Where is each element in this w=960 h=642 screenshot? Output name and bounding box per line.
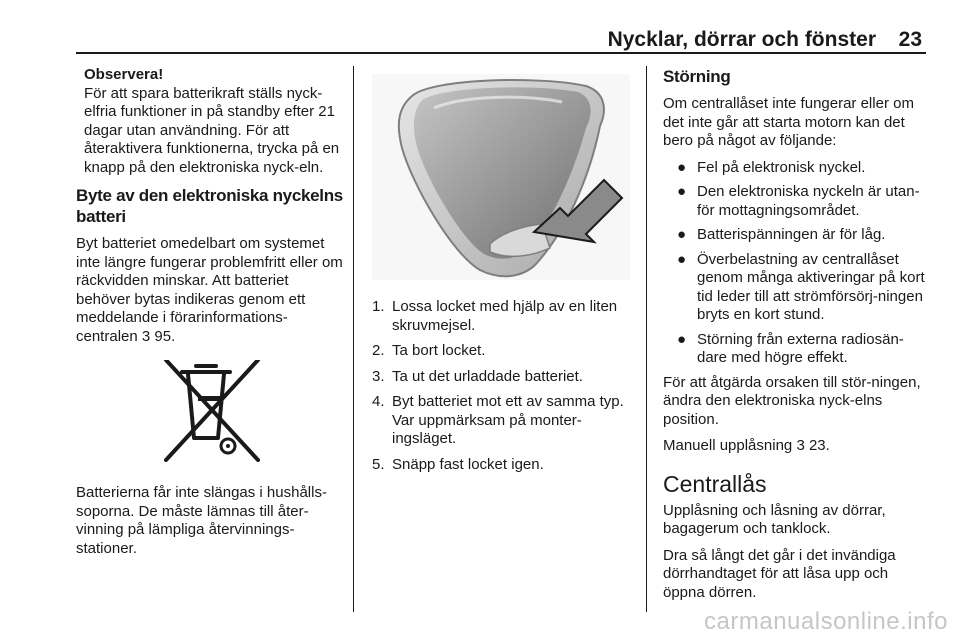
middle-column xyxy=(372,66,636,481)
list-item xyxy=(372,342,636,361)
note-text: För att spara batterikraft ställs nyck-elfria funktioner in på standby efter 21 dagar utan användning. För att återaktivera funktionerna, trycka på en knapp på den elektroniska nyck-eln. xyxy=(84,84,340,176)
remedy-paragraph: För att åtgärda orsaken till stör-ningen, ändra den elektroniska nyck-elns position. xyxy=(663,373,921,428)
step-number: 3. xyxy=(372,367,385,385)
note-box xyxy=(76,66,344,177)
bullet-icon: ● xyxy=(677,250,687,268)
bullet-icon: ● xyxy=(677,183,687,200)
watermark: carmanualsonline.info xyxy=(704,608,948,635)
column-divider-right xyxy=(646,66,647,612)
bullet-text: Överbelastning av centrallåset genom många aktiveringar på kort tid leder till att strömförsörj-ningen bryts en kort stund. xyxy=(697,250,925,323)
battery-section-heading: Byte av den elektroniska nyckelns batteri xyxy=(76,186,343,226)
list-item xyxy=(372,298,636,335)
list-item xyxy=(663,331,929,368)
page-header-title: Nycklar, dörrar och fönster xyxy=(607,28,876,51)
bullet-icon: ● xyxy=(677,158,687,176)
list-item xyxy=(663,226,929,245)
bullet-icon: ● xyxy=(677,330,687,348)
bullet-text: Störning från externa radiosän-dare med högre effekt. xyxy=(697,330,904,366)
malfunction-bullet-list xyxy=(663,159,929,368)
step-number: 1. xyxy=(372,298,385,315)
manual-unlock-paragraph xyxy=(663,437,929,456)
step-number: 2. xyxy=(372,342,385,359)
bullet-icon: ● xyxy=(677,226,687,243)
column-divider-left xyxy=(353,66,354,612)
step-text: Snäpp fast locket igen. xyxy=(392,455,544,473)
battery-paragraph-text: Byt batteriet omedelbart om systemet inte längre fungerar problemfritt eller om räckvidden minskar. Att batteriet behöver bytas indikeras genom ett meddelande i förarinformations-centralen xyxy=(76,235,343,345)
battery-paragraph-ref: 95. xyxy=(154,327,176,345)
bullet-text: Batterispänningen är för låg. xyxy=(697,226,886,243)
step-text: Byt batteriet mot ett av samma typ. Var uppmärksam på monter-ingsläget. xyxy=(392,393,624,447)
central-locking-intro: Upplåsning och låsning av dörrar, bagagerum och tanklock. xyxy=(663,501,886,537)
central-locking-paragraph: Dra så långt det går i det invändiga dörrhandtaget för att låsa upp och öppna dörren. xyxy=(663,546,896,601)
page-number: 23 xyxy=(898,28,922,51)
bullet-text: Fel på elektronisk nyckel. xyxy=(697,158,866,176)
list-item xyxy=(372,456,636,475)
step-number: 4. xyxy=(372,393,385,410)
note-title: Observera! xyxy=(84,66,164,83)
list-item xyxy=(663,159,929,178)
recycle-figure xyxy=(76,360,344,462)
battery-paragraph xyxy=(76,235,344,346)
step-number: 5. xyxy=(372,455,385,473)
list-item xyxy=(663,251,929,325)
malfunction-heading: Störning xyxy=(663,67,731,86)
header-rule xyxy=(76,52,926,54)
manual-unlock-text: Manuell upplåsning xyxy=(663,437,793,454)
malfunction-intro: Om centrallåset inte fungerar eller om det inte går att starta motorn kan det bero på något av följande: xyxy=(663,95,914,149)
page-reference-icon: 3 xyxy=(796,437,805,454)
crossed-out-bin-icon xyxy=(158,360,262,462)
step-text: Lossa locket med hjälp av en liten skruvmejsel. xyxy=(392,298,618,334)
central-locking-heading: Centrallås xyxy=(663,470,767,497)
list-item xyxy=(372,368,636,387)
left-column xyxy=(76,66,344,566)
page-reference-icon: 3 xyxy=(141,327,151,345)
right-column xyxy=(663,66,929,610)
list-item xyxy=(663,183,929,220)
list-item xyxy=(372,393,636,449)
step-text: Ta ut det urladdade batteriet. xyxy=(392,367,583,385)
electronic-key-illustration xyxy=(372,74,630,280)
step-text: Ta bort locket. xyxy=(392,342,486,359)
battery-steps-list xyxy=(372,298,636,474)
disposal-paragraph: Batterierna får inte slängas i hushålls-soporna. De måste lämnas till åter-vinning på lämpliga återvinnings-stationer. xyxy=(76,484,327,557)
manual-unlock-ref: 23. xyxy=(808,437,830,454)
bullet-text: Den elektroniska nyckeln är utan-för mottagningsområdet. xyxy=(697,183,920,219)
